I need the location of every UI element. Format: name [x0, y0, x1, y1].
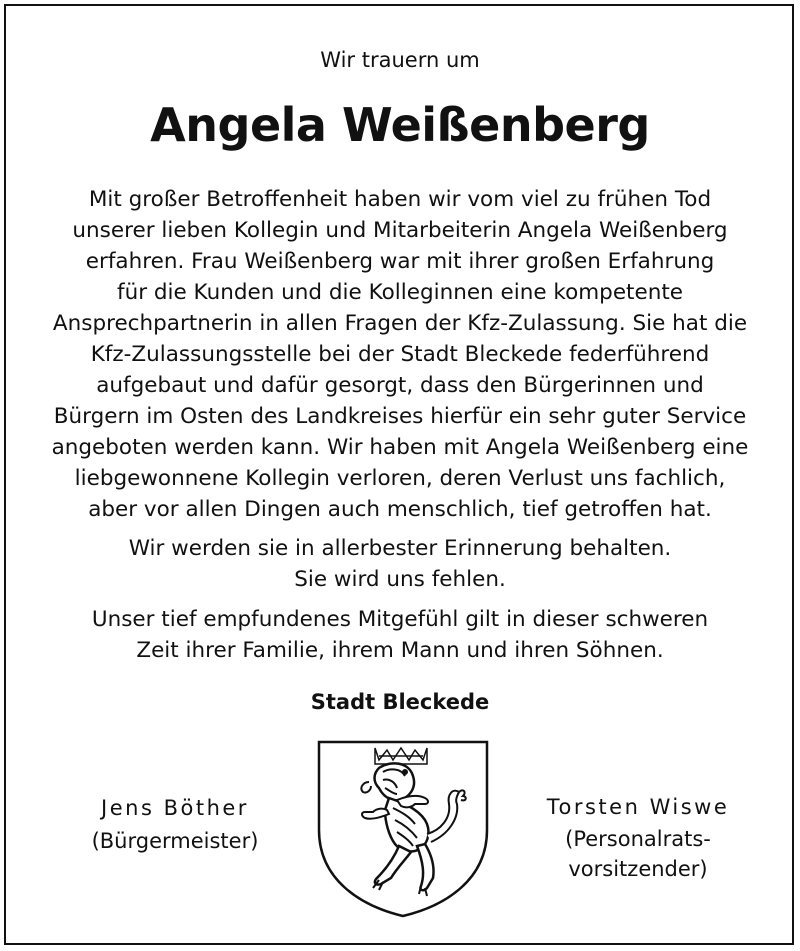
condolence-line: Unser tief empfundenes Mitgefühl gilt in dieser schweren	[91, 607, 709, 632]
body-line: unserer lieben Kollegin und Mitarbeiterin Angela Weißenberg	[72, 218, 728, 243]
body-line: aber vor allen Dingen auch menschlich, tief getroffen hat.	[88, 497, 712, 522]
deceased-name: Angela Weißenberg	[150, 98, 650, 152]
remembrance-paragraph	[0, 533, 800, 595]
signatory-role: (Personalrats-	[565, 827, 711, 851]
condolence-paragraph	[0, 604, 800, 666]
body-line: Kfz-Zulassungsstelle bei der Stadt Bleckede federführend	[90, 342, 710, 367]
condolence-line: Zeit ihrer Familie, ihrem Mann und ihren Söhnen.	[136, 638, 664, 663]
remembrance-line: Wir werden sie in allerbester Erinnerung behalten.	[128, 536, 672, 561]
body-line: für die Kunden und die Kolleginnen eine kompetente	[117, 280, 683, 305]
body-line: Ansprechpartnerin in allen Fragen der Kfz-Zulassung. Sie hat die	[52, 311, 748, 336]
body-line: Bürgern im Osten des Landkreises hierfür ein sehr guter Service	[53, 404, 747, 429]
signatory-name: Torsten Wiswe	[546, 795, 730, 819]
body-line: Mit großer Betroffenheit haben wir vom viel zu frühen Tod	[88, 187, 712, 212]
intro-line: Wir trauern um	[320, 48, 480, 72]
signatory-role: (Bürgermeister)	[91, 829, 259, 853]
signatory-right	[518, 790, 758, 884]
body-line: angeboten werden kann. Wir haben mit Angela Weißenberg eine	[51, 435, 749, 460]
body-line: liebgewonnene Kollegin verloren, deren Verlust uns fachlich,	[74, 466, 726, 491]
body-line: aufgebaut und dafür gesorgt, dass den Bürgerinnen und	[96, 373, 704, 398]
signatory-role: vorsitzender)	[568, 857, 708, 881]
body-line: erfahren. Frau Weißenberg war mit ihrer großen Erfahrung	[85, 249, 715, 274]
signatory-name: Jens Böther	[101, 796, 249, 820]
obituary-body	[30, 184, 770, 525]
organization-name: Stadt Bleckede	[310, 690, 490, 714]
remembrance-line: Sie wird uns fehlen.	[294, 567, 506, 592]
signatory-left	[60, 790, 290, 856]
coat-of-arms-lion-icon	[313, 738, 493, 918]
